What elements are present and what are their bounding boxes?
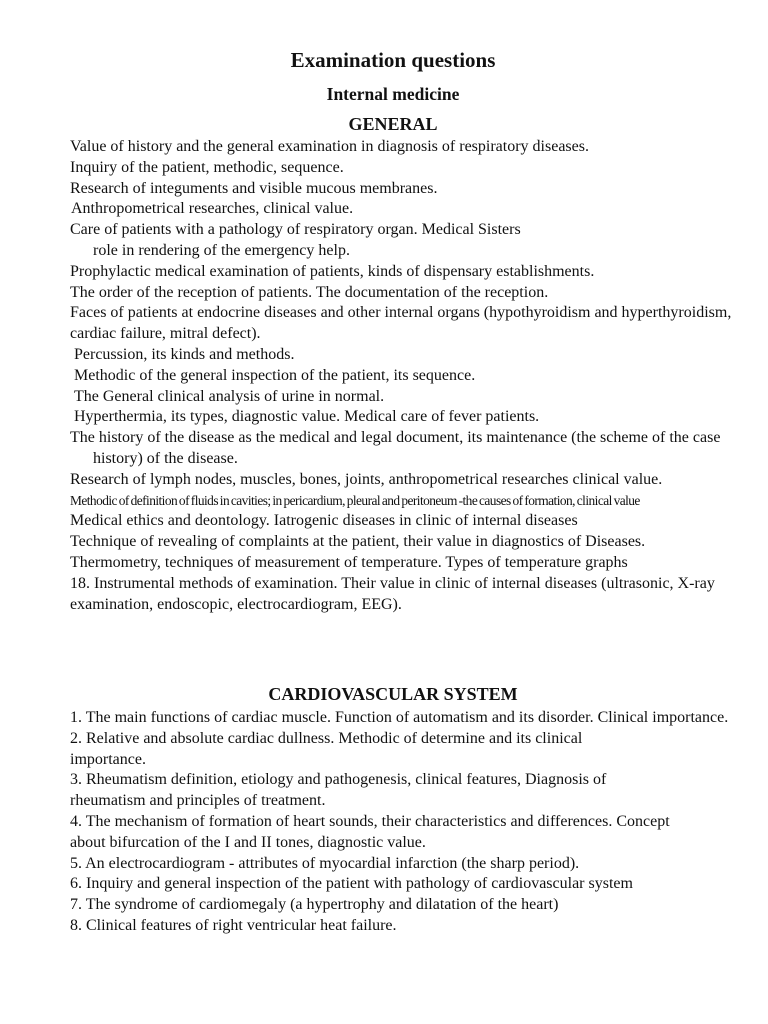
list-item: Value of history and the general examination in diagnosis of respiratory diseases. (70, 138, 589, 155)
list-item: 8. Clinical features of right ventricular heat failure. (70, 916, 397, 934)
list-item: The General clinical analysis of urine in normal. (74, 387, 385, 405)
list-item: 4. The mechanism of formation of heart sounds, their characteristics and differences. Concept about bifurcation of the I and II tones, diagnostic value. (70, 812, 670, 851)
list-item: Technique of revealing of complaints at the patient, their value in diagnostics of Diseases. (70, 533, 646, 551)
list-item: Anthropometrical researches, clinical value. (71, 200, 354, 218)
list-item: Research of lymph nodes, muscles, bones, joints, anthropometrical researches clinical value. (70, 470, 663, 488)
list-item: The history of the disease as the medical and legal document, its maintenance (the scheme of the case history) of the disease. (70, 429, 721, 467)
list-item: Care of patients with a pathology of respiratory organ. Medical Sisters role in rendering of the emergency help. (70, 221, 521, 259)
document-subtitle: Internal medicine (326, 84, 460, 104)
list-item: 7. The syndrome of cardiomegaly (a hypertrophy and dilatation of the heart) (70, 896, 559, 914)
general-question-list (70, 137, 735, 615)
list-item: 6. Inquiry and general inspection of the patient with pathology of cardiovascular system (70, 875, 633, 893)
list-item: Research of integuments and visible mucous membranes. (70, 179, 438, 197)
list-item: 3. Rheumatism definition, etiology and pathogenesis, clinical features, Diagnosis of rheumatism and principles of treatment. (70, 771, 607, 810)
list-item: 2. Relative and absolute cardiac dullness. Methodic of determine and its clinical importance. (70, 729, 583, 768)
list-item: Medical ethics and deontology. Iatrogenic diseases in clinic of internal diseases (70, 512, 578, 530)
list-item: 18. Instrumental methods of examination. Their value in clinic of internal diseases (ultrasonic, X-ray examination, endoscopic, electrocardiogram, EEG). (70, 574, 715, 613)
list-item: Thermometry, techniques of measurement of temperature. Types of temperature graphs (70, 553, 628, 571)
section-heading-cardiovascular: CARDIOVASCULAR SYSTEM (268, 684, 518, 704)
document-title: Examination questions (290, 48, 496, 72)
list-item: Hyperthermia, its types, diagnostic value. Medical care of fever patients. (74, 408, 540, 426)
section-heading-general: GENERAL (348, 114, 438, 134)
list-item: Methodic of the general inspection of the patient, its sequence. (74, 366, 476, 384)
list-item: Inquiry of the patient, methodic, sequence. (70, 158, 344, 176)
list-item: The order of the reception of patients. The documentation of the reception. (70, 283, 549, 301)
list-item: Faces of patients at endocrine diseases and other internal organs (hypothyroidism and hyperthyroidism, cardiac failure, mitral defect). (70, 304, 732, 343)
cardiovascular-question-list (70, 708, 735, 937)
list-item: Percussion, its kinds and methods. (74, 345, 295, 363)
list-item: 1. The main functions of cardiac muscle. Function of automatism and its disorder. Clinical importance. (70, 709, 729, 726)
list-item: 5. An electrocardiogram - attributes of myocardial infarction (the sharp period). (70, 854, 580, 872)
list-item: Prophylactic medical examination of patients, kinds of dispensary establishments. (70, 262, 595, 280)
list-item: Methodic of definition of fluids in cavities; in pericardium, pleural and peritoneum -the causes of formation, clinical value (70, 492, 640, 508)
